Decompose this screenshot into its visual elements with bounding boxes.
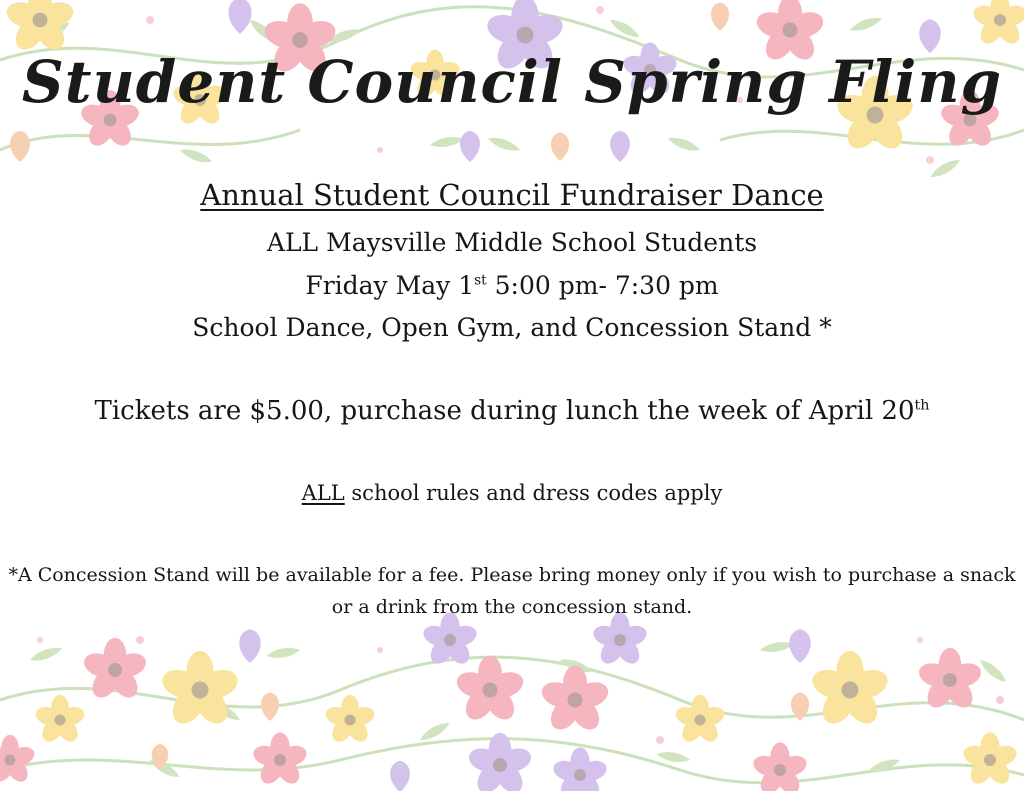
rules-text: school rules and dress codes apply — [344, 481, 723, 505]
activities-line: School Dance, Open Gym, and Concession Stand * — [192, 313, 832, 342]
audience-line: ALL Maysville Middle School Students — [266, 228, 758, 257]
event-date: Friday May 1 — [305, 271, 475, 300]
tickets-ordinal-suffix: th — [914, 397, 930, 414]
rules-emphasis: ALL — [301, 481, 345, 505]
event-time: 5:00 pm- 7:30 pm — [486, 271, 719, 300]
event-heading-text: Annual Student Council Fundraiser Dance — [200, 178, 824, 212]
flyer-title: Student Council Spring Fling — [21, 48, 1003, 116]
date-ordinal-suffix: st — [474, 272, 487, 289]
date-time-line — [0, 271, 1024, 300]
rules-line — [0, 481, 1024, 505]
tickets-text: Tickets are $5.00, purchase during lunch the week of April 20 — [94, 396, 915, 426]
tickets-line — [0, 396, 1024, 426]
event-heading — [0, 178, 1024, 212]
concession-note: *A Concession Stand will be available for a fee. Please bring money only if you wish to purchase a snack or a drink from the concession stand. — [8, 564, 1016, 618]
